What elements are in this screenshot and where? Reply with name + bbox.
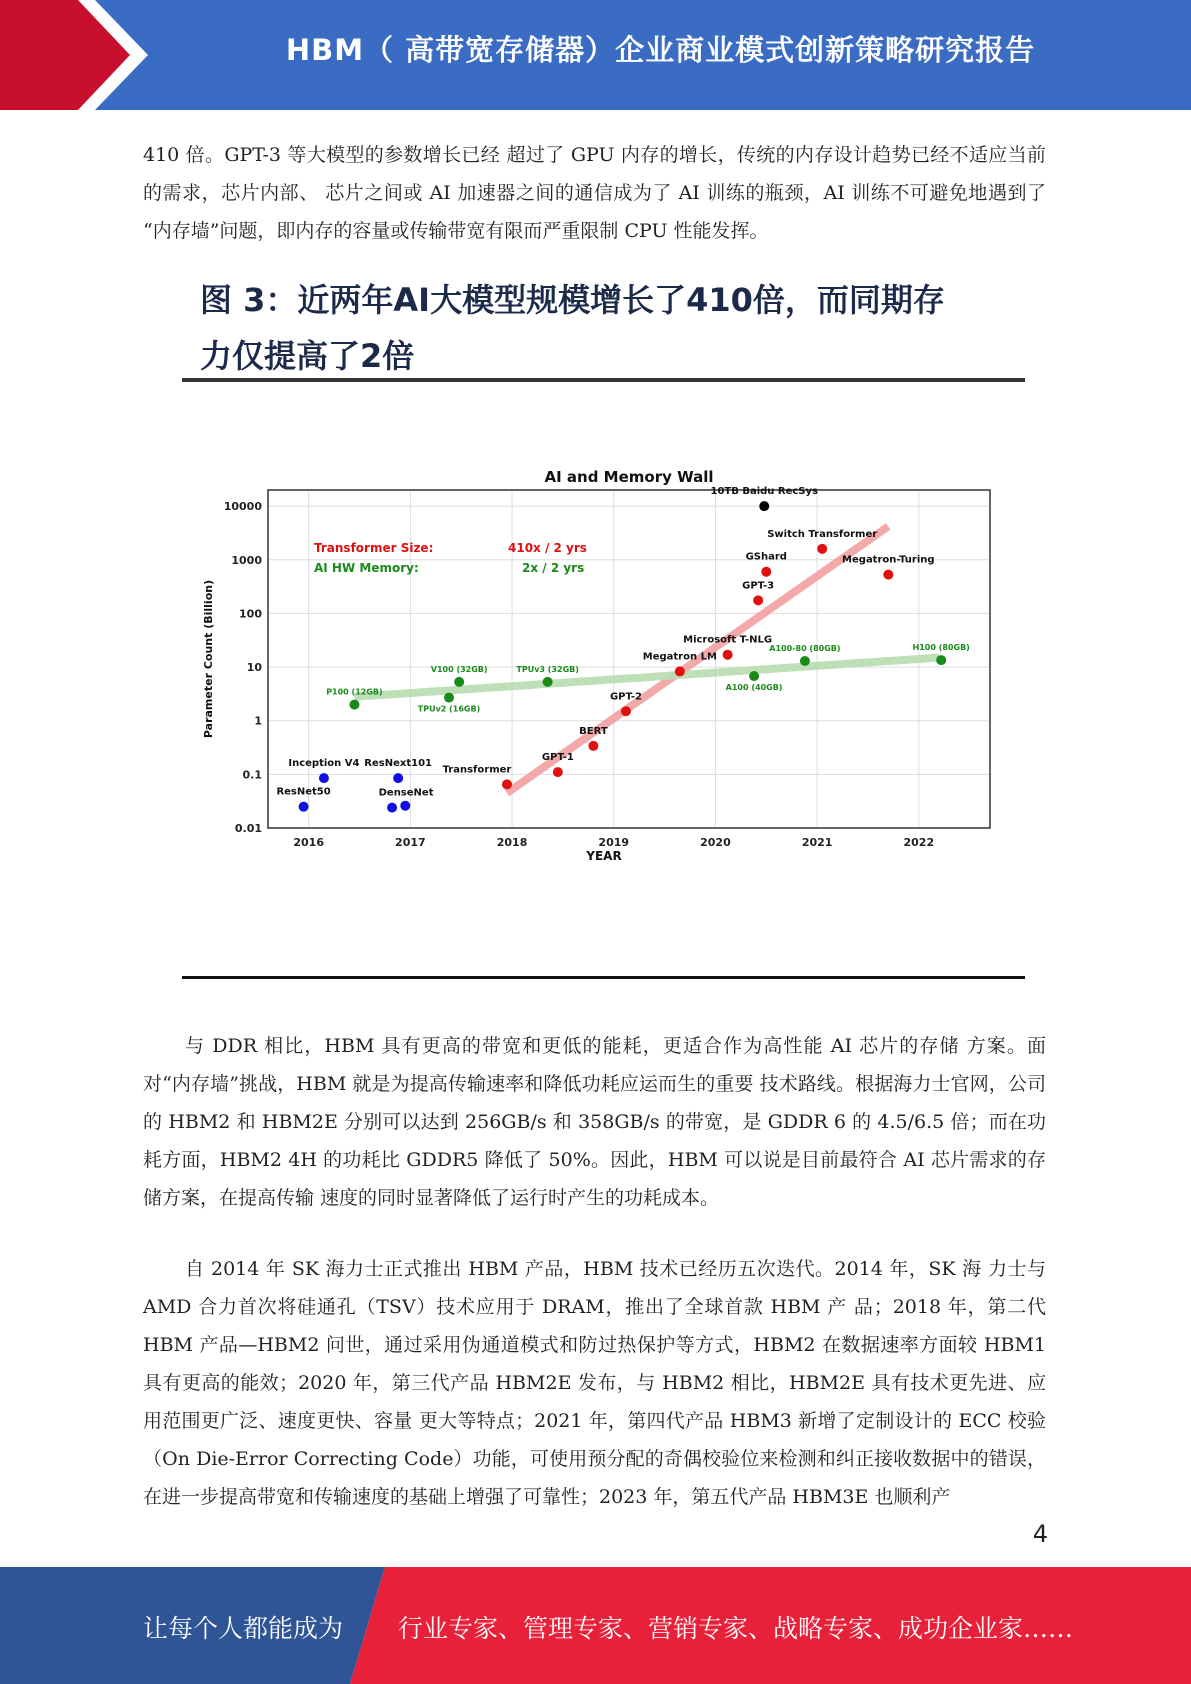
figure-caption-line2: 力仅提高了2倍: [200, 337, 415, 375]
data-point: [444, 693, 454, 703]
data-label: BERT: [579, 725, 608, 737]
data-point: [553, 767, 563, 777]
page-number: 4: [1032, 1520, 1048, 1548]
data-point: [387, 803, 397, 813]
footer-slogan-right: 行业专家、管理专家、营销专家、战略专家、成功企业家……: [398, 1614, 1074, 1643]
data-label: A100 (40GB): [725, 683, 783, 693]
legend-memory-rate: 2x / 2 yrs: [522, 561, 585, 575]
data-point: [502, 779, 512, 789]
data-point: [543, 677, 553, 687]
data-point: [759, 501, 769, 511]
data-point: [621, 706, 631, 716]
x-tick-label: 2020: [700, 836, 731, 849]
x-tick-label: 2022: [903, 836, 935, 849]
header-banner: [0, 0, 1191, 110]
y-tick-label: 1: [254, 714, 262, 728]
data-point: [675, 666, 685, 676]
legend-memory-label: AI HW Memory:: [314, 561, 419, 575]
data-point: [883, 570, 893, 580]
data-label: ResNext101: [364, 758, 433, 770]
figure-rule-bottom: [182, 976, 1025, 979]
data-label: GPT-3: [742, 580, 775, 592]
x-tick-label: 2017: [395, 836, 426, 849]
header-title: HBM（ 高带宽存储器）企业商业模式创新策略研究报告: [285, 33, 1036, 67]
figure-rule-top: [182, 378, 1025, 382]
figure-caption-line1: 图 3：近两年AI大模型规模增长了410倍，而同期存: [200, 281, 945, 319]
header-arrow-icon: [0, 0, 160, 110]
x-tick-label: 2018: [496, 836, 528, 849]
data-label: GPT-1: [541, 752, 574, 764]
data-label: DenseNet: [378, 787, 434, 799]
x-axis-label: YEAR: [586, 849, 622, 863]
data-label: P100 (12GB): [326, 687, 383, 697]
ai-memory-wall-chart: [200, 466, 1000, 896]
data-point: [753, 595, 763, 605]
y-tick-label: 0.1: [242, 768, 262, 782]
y-tick-label: 10: [246, 661, 262, 675]
data-label: Switch Transformer: [767, 528, 878, 540]
data-label: Microsoft T-NLG: [683, 634, 773, 646]
data-label: Transformer: [442, 764, 512, 776]
data-label: Megatron LM: [642, 651, 717, 663]
footer-banner: [0, 1567, 1191, 1684]
data-point: [400, 801, 410, 811]
data-point: [817, 544, 827, 554]
data-label: TPUv2 (16GB): [417, 704, 481, 714]
data-point: [588, 741, 598, 751]
data-label: H100 (80GB): [912, 643, 970, 653]
legend-transformer-label: Transformer Size:: [314, 541, 434, 555]
data-label: Megatron-Turing: [842, 554, 935, 566]
y-tick-label: 0.01: [234, 822, 262, 835]
data-label: GPT-2: [609, 691, 642, 703]
data-point: [936, 655, 946, 665]
x-tick-label: 2016: [293, 836, 324, 849]
x-tick-label: 2019: [598, 836, 630, 849]
data-point: [749, 671, 759, 681]
paragraph-hbm-history: 自 2014 年 SK 海力士正式推出 HBM 产品，HBM 技术已经历五次迭代。2014 年，SK 海 力士与 AMD 合力首次将硅通孔（TSV）技术应用于 DRAM，推出了全球首款 HBM 产 品；2018 年，第二代 HBM 产品—HBM2 问世，通过采用伪通道模式和防过热保护等方式，HBM2 在数据速率方面较 HBM1 具有更高的能效；2020 年，第三代产品 HBM2E 发布，与 HBM2 相比，HBM2E 具有技术更先进、应用范围更广泛、速度更快、容量 更大等特点；2021 年，第四代产品 HBM3 新增了定制设计的 ECC 校验（On Die-Error Correcting Code）功能，可使用预分配的奇偶校验位来检测和纠正接收数据中的错误，在进一步提高带宽和传输速度的基础上增强了可靠性；2023 年，第五代产品 HBM3E 也顺利产: [143, 1258, 1046, 1508]
data-label: A100-80 (80GB): [769, 643, 841, 653]
footer-slogan-left: 让每个人都能成为: [143, 1614, 344, 1643]
data-point: [299, 802, 309, 812]
legend-transformer-rate: 410x / 2 yrs: [508, 541, 587, 555]
paragraph-hbm-vs-ddr: 与 DDR 相比，HBM 具有更高的带宽和更低的能耗，更适合作为高性能 AI 芯片的存储 方案。面对“内存墙”挑战，HBM 就是为提高传输速率和降低功耗应运而生的重要 技术路线。根据海力士官网，公司的 HBM2 和 HBM2E 分别可以达到 256GB/s 和 358GB/s 的带宽，是 GDDR 6 的 4.5/6.5 倍；而在功耗方面，HBM2 4H 的功耗比 GDDR5 降低了 50%。因此，HBM 可以说是目前最符合 AI 芯片需求的存储方案，在提高传输 速度的同时显著降低了运行时产生的功耗成本。: [143, 1035, 1046, 1209]
chart-container: [200, 466, 1000, 896]
data-point: [454, 677, 464, 687]
data-point: [349, 700, 359, 710]
data-point: [761, 567, 771, 577]
y-tick-label: 100: [239, 607, 262, 621]
figure-caption: [200, 272, 1020, 384]
chart-title: AI and Memory Wall: [544, 468, 714, 486]
x-tick-label: 2021: [801, 836, 833, 849]
data-point: [319, 773, 329, 783]
data-label: GShard: [745, 551, 787, 563]
data-label: Inception V4: [288, 758, 360, 770]
y-tick-label: 10000: [223, 500, 262, 514]
data-label: ResNet50: [276, 786, 331, 798]
data-label: TPUv3 (32GB): [516, 664, 579, 674]
data-point: [800, 656, 810, 666]
data-point: [723, 650, 733, 660]
data-point: [393, 773, 403, 783]
data-label: V100 (32GB): [430, 664, 488, 674]
data-label: 10TB Baidu RecSys: [710, 486, 818, 498]
y-tick-label: 1000: [231, 553, 262, 567]
paragraph-intro: 410 倍。GPT-3 等大模型的参数增长已经 超过了 GPU 内存的增长，传统的内存设计趋势已经不适应当前的需求，芯片内部、 芯片之间或 AI 加速器之间的通信成为了 AI 训练的瓶颈，AI 训练不可避免地遇到了 “内存墙”问题，即内存的容量或传输带宽有限而严重限制 CPU 性能发挥。: [143, 144, 1046, 242]
y-axis-label: Parameter Count (Billion): [202, 579, 215, 739]
